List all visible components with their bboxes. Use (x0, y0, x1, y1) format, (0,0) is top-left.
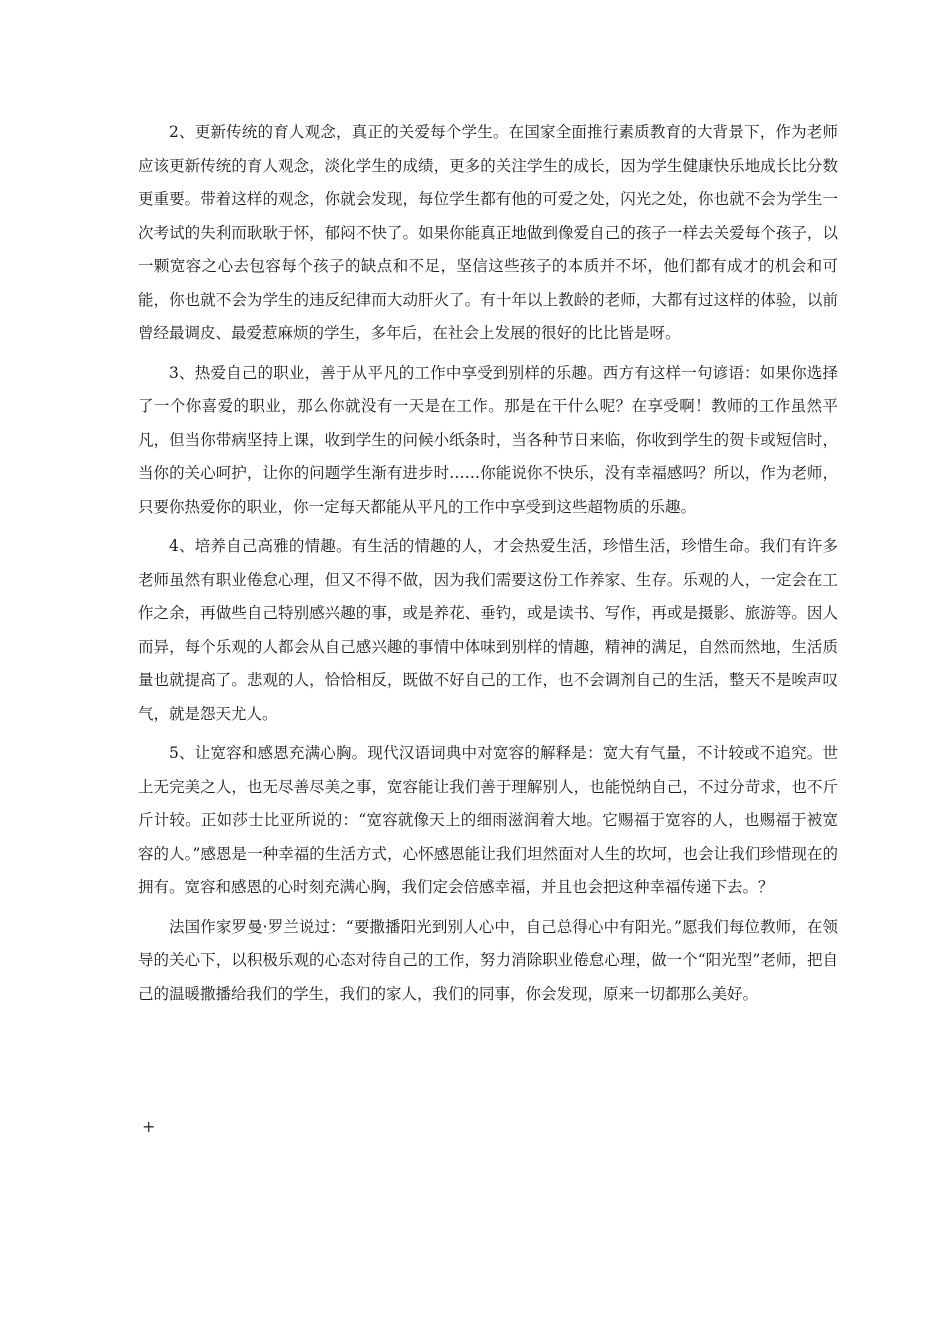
trailing-mark: + (142, 1117, 156, 1136)
paragraph-4-cultivate-interests: 4、培养自己高雅的情趣。有生活的情趣的人，才会热爱生活，珍惜生活，珍惜生命。我们有许多老师虽然有职业倦怠心理，但又不得不做，因为我们需要这份工作养家、生存。乐观的人，一定会在工作之余，再做些自己特别感兴趣的事，或是养花、垂钓，或是读书、写作，再或是摄影、旅游等。因人而异，每个乐观的人都会从自己感兴趣的事情中体味到别样的情趣，精神的满足，自然而然地，生活质量也就提高了。悲观的人，恰恰相反，既做不好自己的工作，也不会调剂自己的生活，整天不是唉声叹气，就是怨天尤人。 (138, 537, 838, 723)
paragraph-2-renew-education-concept: 2、更新传统的育人观念，真正的关爱每个学生。在国家全面推行素质教育的大背景下，作为老师应该更新传统的育人观念，淡化学生的成绩，更多的关注学生的成长，因为学生健康快乐地成长比分数更重要。带着这样的观念，你就会发现，每位学生都有他的可爱之处，闪光之处，你也就不会为学生一次考试的失利而耿耿于怀，郁闷不快了。如果你能真正地做到像爱自己的孩子一样去关爱每个孩子，以一颗宽容之心去包容每个孩子的缺点和不足，坚信这些孩子的本质并不坏，他们都有成才的机会和可能，你也就不会为学生的违反纪律而大动肝火了。有十年以上教龄的老师，大都有过这样的体验，以前曾经最调皮、最爱惹麻烦的学生，多年后，在社会上发展的很好的比比皆是呀。 (138, 123, 838, 342)
paragraph-closing-quote: 法国作家罗曼·罗兰说过：“要撒播阳光到别人心中，自己总得心中有阳光。”愿我们每位教师，在领导的关心下，以积极乐观的心态对待自己的工作，努力消除职业倦怠心理，做一个“阳光型”老师，把自己的温暖撒播给我们的学生，我们的家人，我们的同事，你会发现，原来一切都那么美好。 (138, 917, 838, 1003)
document-body (138, 116, 838, 1017)
paragraph-3-love-profession: 3、热爱自己的职业，善于从平凡的工作中享受到别样的乐趣。西方有这样一句谚语：如果你选择了一个你喜爱的职业，那么你就没有一天是在工作。那是在干什么呢？在享受啊！教师的工作虽然平凡，但当你带病坚持上课，收到学生的问候小纸条时，当各种节日来临，你收到学生的贺卡或短信时，当你的关心呵护，让你的问题学生渐有进步时……你能说你不快乐，没有幸福感吗？所以，作为老师，只要你热爱你的职业，你一定每天都能从平凡的工作中享受到这些超物质的乐趣。 (138, 363, 838, 516)
paragraph-5-tolerance-gratitude: 5、让宽容和感恩充满心胸。现代汉语词典中对宽容的解释是：宽大有气量，不计较或不追究。世上无完美之人，也无尽善尽美之事，宽容能让我们善于理解别人，也能悦纳自己，不过分苛求，也不斤斤计较。正如莎士比亚所说的：“宽容就像天上的细雨滋润着大地。它赐福于宽容的人，也赐福于被宽容的人。”感恩是一种幸福的生活方式，心怀感恩能让我们坦然面对人生的坎坷，也会让我们珍惜现在的拥有。宽容和感恩的心时刻充满心胸，我们定会倍感幸福，并且也会把这种幸福传递下去。？ (138, 744, 838, 896)
